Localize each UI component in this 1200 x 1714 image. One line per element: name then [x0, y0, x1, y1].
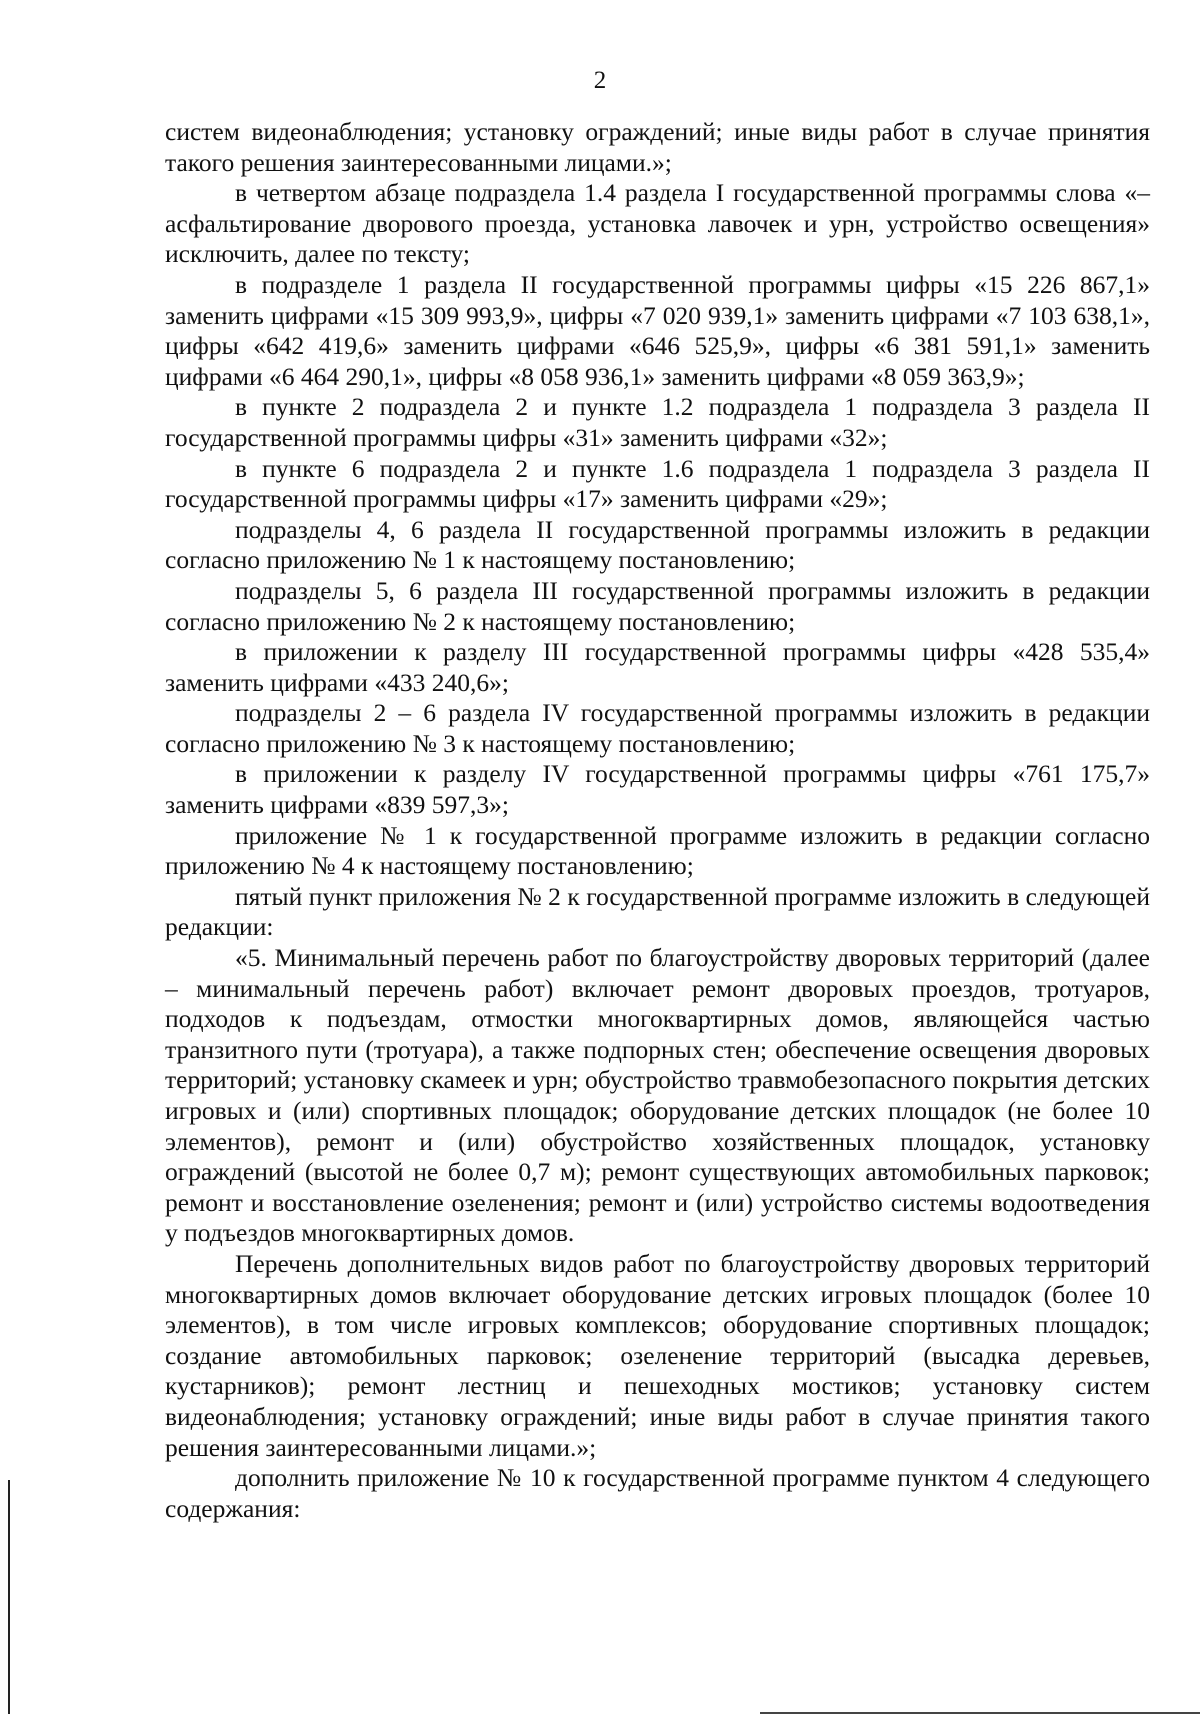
- paragraph: в приложении к разделу III государственной программы цифры «428 535,4» заменить цифрами «433 240,6»;: [165, 637, 1150, 697]
- paragraph: в пункте 6 подраздела 2 и пункте 1.6 подраздела 1 подраздела 3 раздела II государственной программы цифры «17» заменить цифрами «29»;: [165, 453, 1150, 514]
- quoted-paragraph: «5. Минимальный перечень работ по благоустройству дворовых территорий (далее – минимальный перечень работ) включает ремонт дворовых проездов, тротуаров, подходов к подъездам, отмостки многоквартирных домов, являющейся частью транзитного пути (тротуара), а также подпорных стен; обеспечение освещения дворовых территорий; установку скамеек и урн; обустройство травмобезопасного покрытия детских игровых и (или) спортивных площадок; оборудование детских площадок (не более 10 элементов), ремонт и (или) обустройство хозяйственных площадок, установку ограждений (высотой не более 0,7 м); ремонт существующих автомобильных парковок; ремонт и восстановление озеленения; ремонт и (или) устройство системы водоотведения у подъездов многоквартирных домов.: [165, 943, 1150, 1248]
- paragraph: в четвертом абзаце подраздела 1.4 раздела I государственной программы слова «– асфальтирование дворового проезда, установка лавочек и урн, устройство освещения» исключить, далее по тексту;: [165, 178, 1150, 269]
- paragraph: пятый пункт приложения № 2 к государственной программе изложить в следующей редакции:: [165, 881, 1150, 942]
- paragraph: дополнить приложение № 10 к государственной программе пунктом 4 следующего содержания:: [165, 1463, 1150, 1523]
- paragraph: подразделы 4, 6 раздела II государственной программы изложить в редакции согласно приложению № 1 к настоящему постановлению;: [165, 514, 1150, 575]
- scan-edge-line: [8, 1480, 10, 1714]
- paragraph: систем видеонаблюдения; установку ограждений; иные виды работ в случае принятия такого решения заинтересованными лицами.»;: [165, 117, 1150, 177]
- page-number: 2: [593, 67, 607, 94]
- paragraph: приложение № 1 к государственной программе изложить в редакции согласно приложению № 4 к настоящему постановлению;: [165, 820, 1150, 881]
- quoted-paragraph: Перечень дополнительных видов работ по благоустройству дворовых территорий многоквартирных домов включает оборудование детских игровых площадок (более 10 элементов), в том числе игровых комплексов; оборудование спортивных площадок; создание автомобильных парковок; озеленение территорий (высадка деревьев, кустарников); ремонт лестниц и пешеходных мостиков; установку систем видеонаблюдения; установку ограждений; иные виды работ в случае принятия такого решения заинтересованными лицами.»;: [165, 1248, 1150, 1462]
- paragraph: в пункте 2 подраздела 2 и пункте 1.2 подраздела 1 подраздела 3 раздела II государственной программы цифры «31» заменить цифрами «32»;: [165, 392, 1150, 452]
- document-body: [165, 117, 1150, 1524]
- paragraph: в приложении к разделу IV государственной программы цифры «761 175,7» заменить цифрами «839 597,3»;: [165, 759, 1150, 820]
- paragraph: подразделы 2 – 6 раздела IV государственной программы изложить в редакции согласно приложению № 3 к настоящему постановлению;: [165, 698, 1150, 758]
- paragraph: подразделы 5, 6 раздела III государственной программы изложить в редакции согласно приложению № 2 к настоящему постановлению;: [165, 575, 1150, 636]
- paragraph: в подразделе 1 раздела II государственной программы цифры «15 226 867,1» заменить цифрами «15 309 993,9», цифры «7 020 939,1» заменить цифрами «7 103 638,1», цифры «642 419,6» заменить цифрами «646 525,9», цифры «6 381 591,1» заменить цифрами «6 464 290,1», цифры «8 058 936,1» заменить цифрами «8 059 363,9»;: [165, 269, 1150, 391]
